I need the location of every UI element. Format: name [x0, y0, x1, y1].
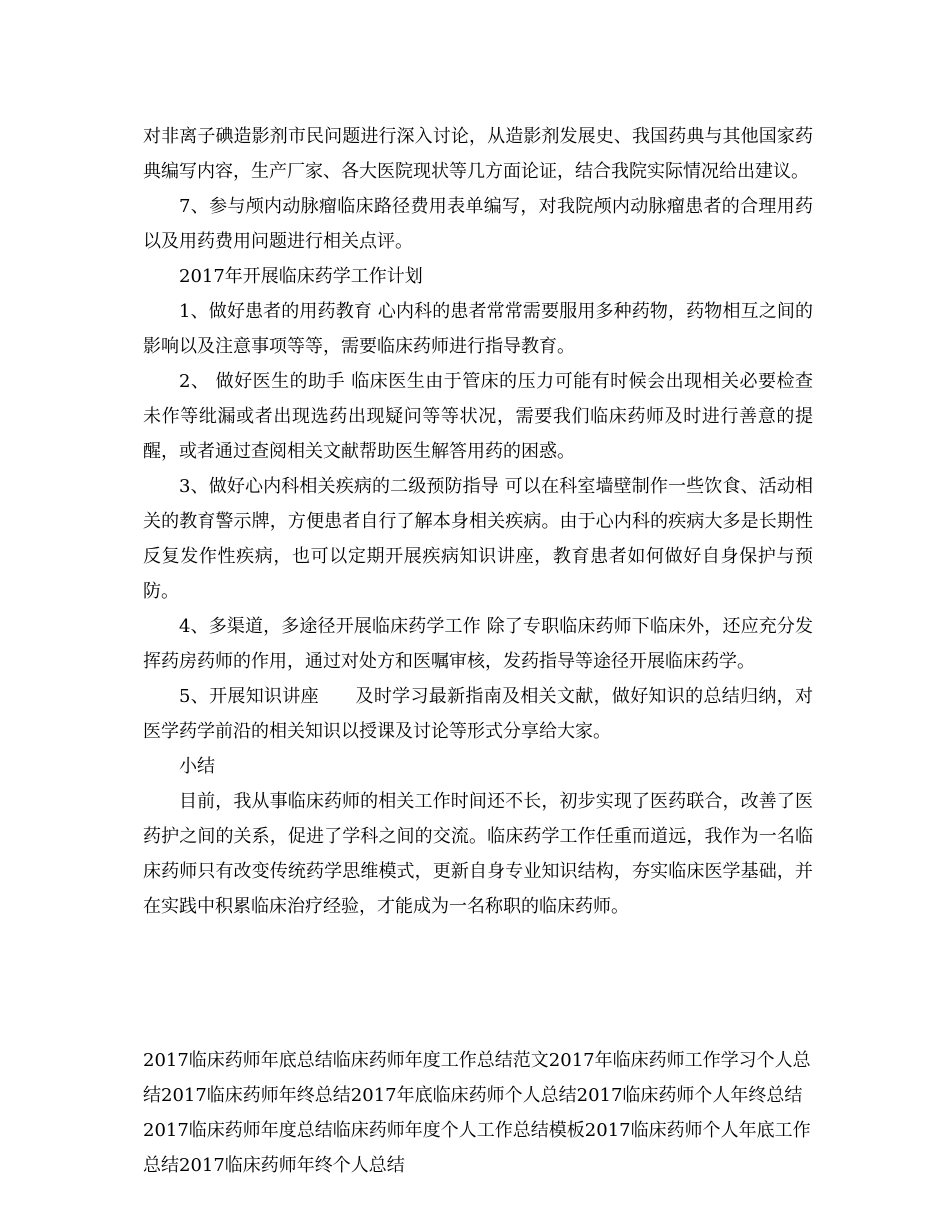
paragraph-contrast-agent: 对非离子碘造影剂市民问题进行深入讨论，从造影剂发展史、我国药典与其他国家药典编写内容，生产厂家、各大医院现状等几方面论证，结合我院实际情况给出建议。 [143, 126, 813, 182]
paragraph-summary: 目前，我从事临床药师的相关工作时间还不长，初步实现了医药联合，改善了医药护之间的关系，促进了学科之间的交流。临床药学工作任重而道远，我作为一名临床药师只有改变传统药学思维模式，更新自身专业知识结构，夯实临床医学基础，并在实践中积累临床治疗经验，才能成为一名称职的临床药师。 [143, 791, 813, 917]
paragraph-item-7: 7、参与颅内动脉瘤临床路径费用表单编写，对我院颅内动脉瘤患者的合理用药以及用药费用问题进行相关点评。 [143, 196, 813, 252]
paragraph-plan-3: 3、做好心内科相关疾病的二级预防指导 可以在科室墙壁制作一些饮食、活动相关的教育警示牌，方便患者自行了解本身相关疾病。由于心内科的疾病大多是长期性反复发作性疾病，也可以定期开展疾病知识讲座，教育患者如何做好自身保护与预防。 [143, 476, 813, 602]
paragraph-plan-2: 2、 做好医生的助手 临床医生由于管床的压力可能有时候会出现相关必要检查未作等纰漏或者出现选药出现疑问等等状况，需要我们临床药师及时进行善意的提醒，或者通过查阅相关文献帮助医生解答用药的困惑。 [143, 371, 813, 462]
related-titles-text: 2017临床药师年底总结临床药师年度工作总结范文2017年临床药师工作学习个人总结2017临床药师年终总结2017年底临床药师个人总结2017临床药师个人年终总结2017临床药师年度总结临床药师年度个人工作总结模板2017临床药师个人年底工作总结2017临床药师年终个人总结 [143, 1050, 811, 1176]
section-heading-summary: 小结 [179, 756, 215, 777]
paragraph-plan-4: 4、多渠道，多途径开展临床药学工作 除了专职临床药师下临床外，还应充分发挥药房药师的作用，通过对处方和医嘱审核，发药指导等途径开展临床药学。 [143, 616, 813, 672]
related-titles-block [143, 1043, 813, 1183]
section-heading-plan: 2017年开展临床药学工作计划 [179, 266, 423, 287]
paragraph-plan-5: 5、开展知识讲座 及时学习最新指南及相关文献，做好知识的总结归纳，对医学药学前沿的相关知识以授课及讨论等形式分享给大家。 [143, 686, 813, 742]
document-body [143, 119, 813, 924]
paragraph-plan-1: 1、做好患者的用药教育 心内科的患者常常需要服用多种药物，药物相互之间的影响以及注意事项等等，需要临床药师进行指导教育。 [143, 301, 813, 357]
